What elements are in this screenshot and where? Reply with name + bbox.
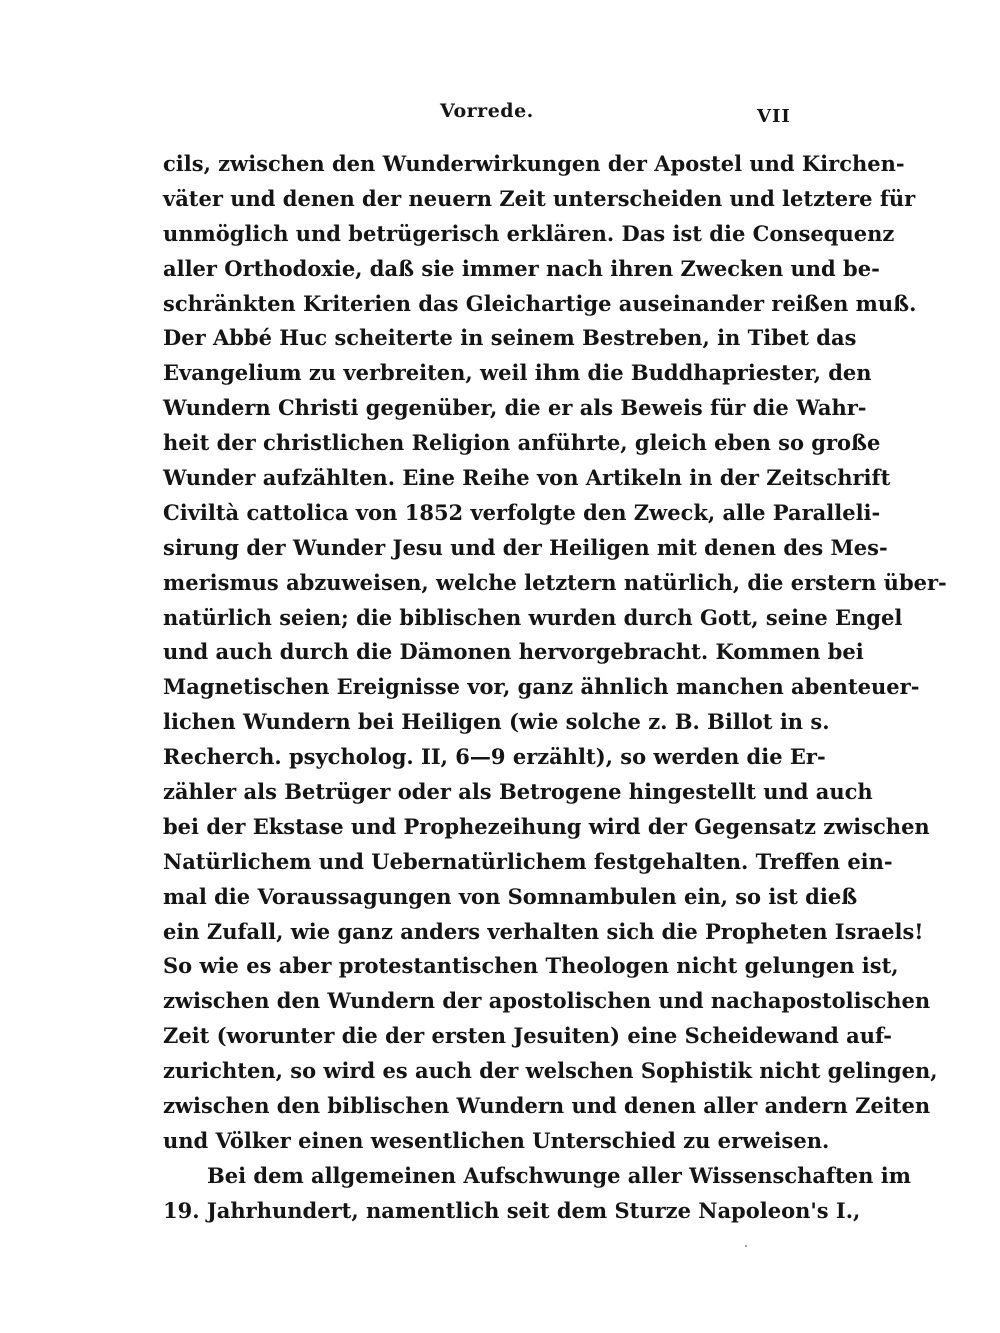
- text-line: Der Abbé Huc scheiterte in seinem Bestreben, in Tibet das: [163, 325, 857, 351]
- text-line: Evangelium zu verbreiten, weil ihm die Buddhapriester, den: [163, 360, 872, 386]
- text-line: Wundern Christi gegenüber, die er als Beweis für die Wahr-: [163, 395, 867, 421]
- text-line: zwischen den biblischen Wundern und denen aller andern Zeiten: [163, 1093, 931, 1119]
- text-line: Natürlichem und Uebernatürlichem festgehalten. Treffen ein-: [163, 848, 893, 874]
- text-line: Magnetischen Ereignisse vor, ganz ähnlich manchen abenteuer-: [163, 674, 920, 700]
- text-line: unmöglich und betrügerisch erklären. Das ist die Consequenz: [163, 220, 895, 246]
- text-line: zwischen den Wundern der apostolischen und nachapostolischen: [163, 988, 931, 1014]
- text-line: sirung der Wunder Jesu und der Heiligen mit denen des Mes-: [163, 534, 888, 560]
- paper-speck: [745, 1245, 747, 1247]
- text-line: ein Zufall, wie ganz anders verhalten sich die Propheten Israels!: [163, 918, 924, 944]
- text-line: zurichten, so wird es auch der welschen Sophistik nicht gelingen,: [163, 1058, 938, 1084]
- text-line: schränkten Kriterien das Gleichartige auseinander reißen muß.: [163, 290, 917, 316]
- paragraph-start-line: Bei dem allgemeinen Aufschwunge aller Wissenschaften im: [207, 1162, 911, 1188]
- text-line: Zeit (worunter die der ersten Jesuiten) eine Scheidewand auf-: [163, 1023, 893, 1049]
- text-line: So wie es aber protestantischen Theologen nicht gelungen ist,: [163, 953, 899, 979]
- running-title: Vorrede.: [440, 100, 534, 122]
- text-line: natürlich seien; die biblischen wurden durch Gott, seine Engel: [163, 604, 903, 630]
- text-line: 19. Jahrhundert, namentlich seit dem Sturze Napoleon's I.,: [163, 1197, 861, 1223]
- text-line: Recherch. psycholog. II, 6—9 erzählt), so werden die Er-: [163, 744, 826, 770]
- text-line: heit der christlichen Religion anführte, gleich eben so große: [163, 430, 881, 456]
- text-line: Civiltà cattolica von 1852 verfolgte den Zweck, alle Paralleli-: [163, 499, 881, 525]
- text-line: merismus abzuweisen, welche letztern natürlich, die erstern über-: [163, 569, 947, 595]
- paragraph-end-line: und Völker einen wesentlichen Unterschied zu erweisen.: [163, 1127, 830, 1153]
- body-text: [163, 147, 947, 1229]
- text-line: und auch durch die Dämonen hervorgebracht. Kommen bei: [163, 639, 864, 665]
- text-line: zähler als Betrüger oder als Betrogene hingestellt und auch: [163, 779, 873, 805]
- text-line: mal die Voraussagungen von Somnambulen ein, so ist dieß: [163, 883, 858, 909]
- page-number: VII: [757, 106, 791, 127]
- text-line: aller Orthodoxie, daß sie immer nach ihren Zwecken und be-: [163, 255, 880, 281]
- text-line: lichen Wundern bei Heiligen (wie solche z. B. Billot in s.: [163, 709, 830, 735]
- text-line: bei der Ekstase und Prophezeihung wird der Gegensatz zwischen: [163, 813, 930, 839]
- text-line: cils, zwischen den Wunderwirkungen der Apostel und Kirchen-: [163, 151, 905, 176]
- text-line: Wunder aufzählten. Eine Reihe von Artikeln in der Zeitschrift: [163, 465, 891, 491]
- text-line: väter und denen der neuern Zeit unterscheiden und letztere für: [163, 185, 916, 211]
